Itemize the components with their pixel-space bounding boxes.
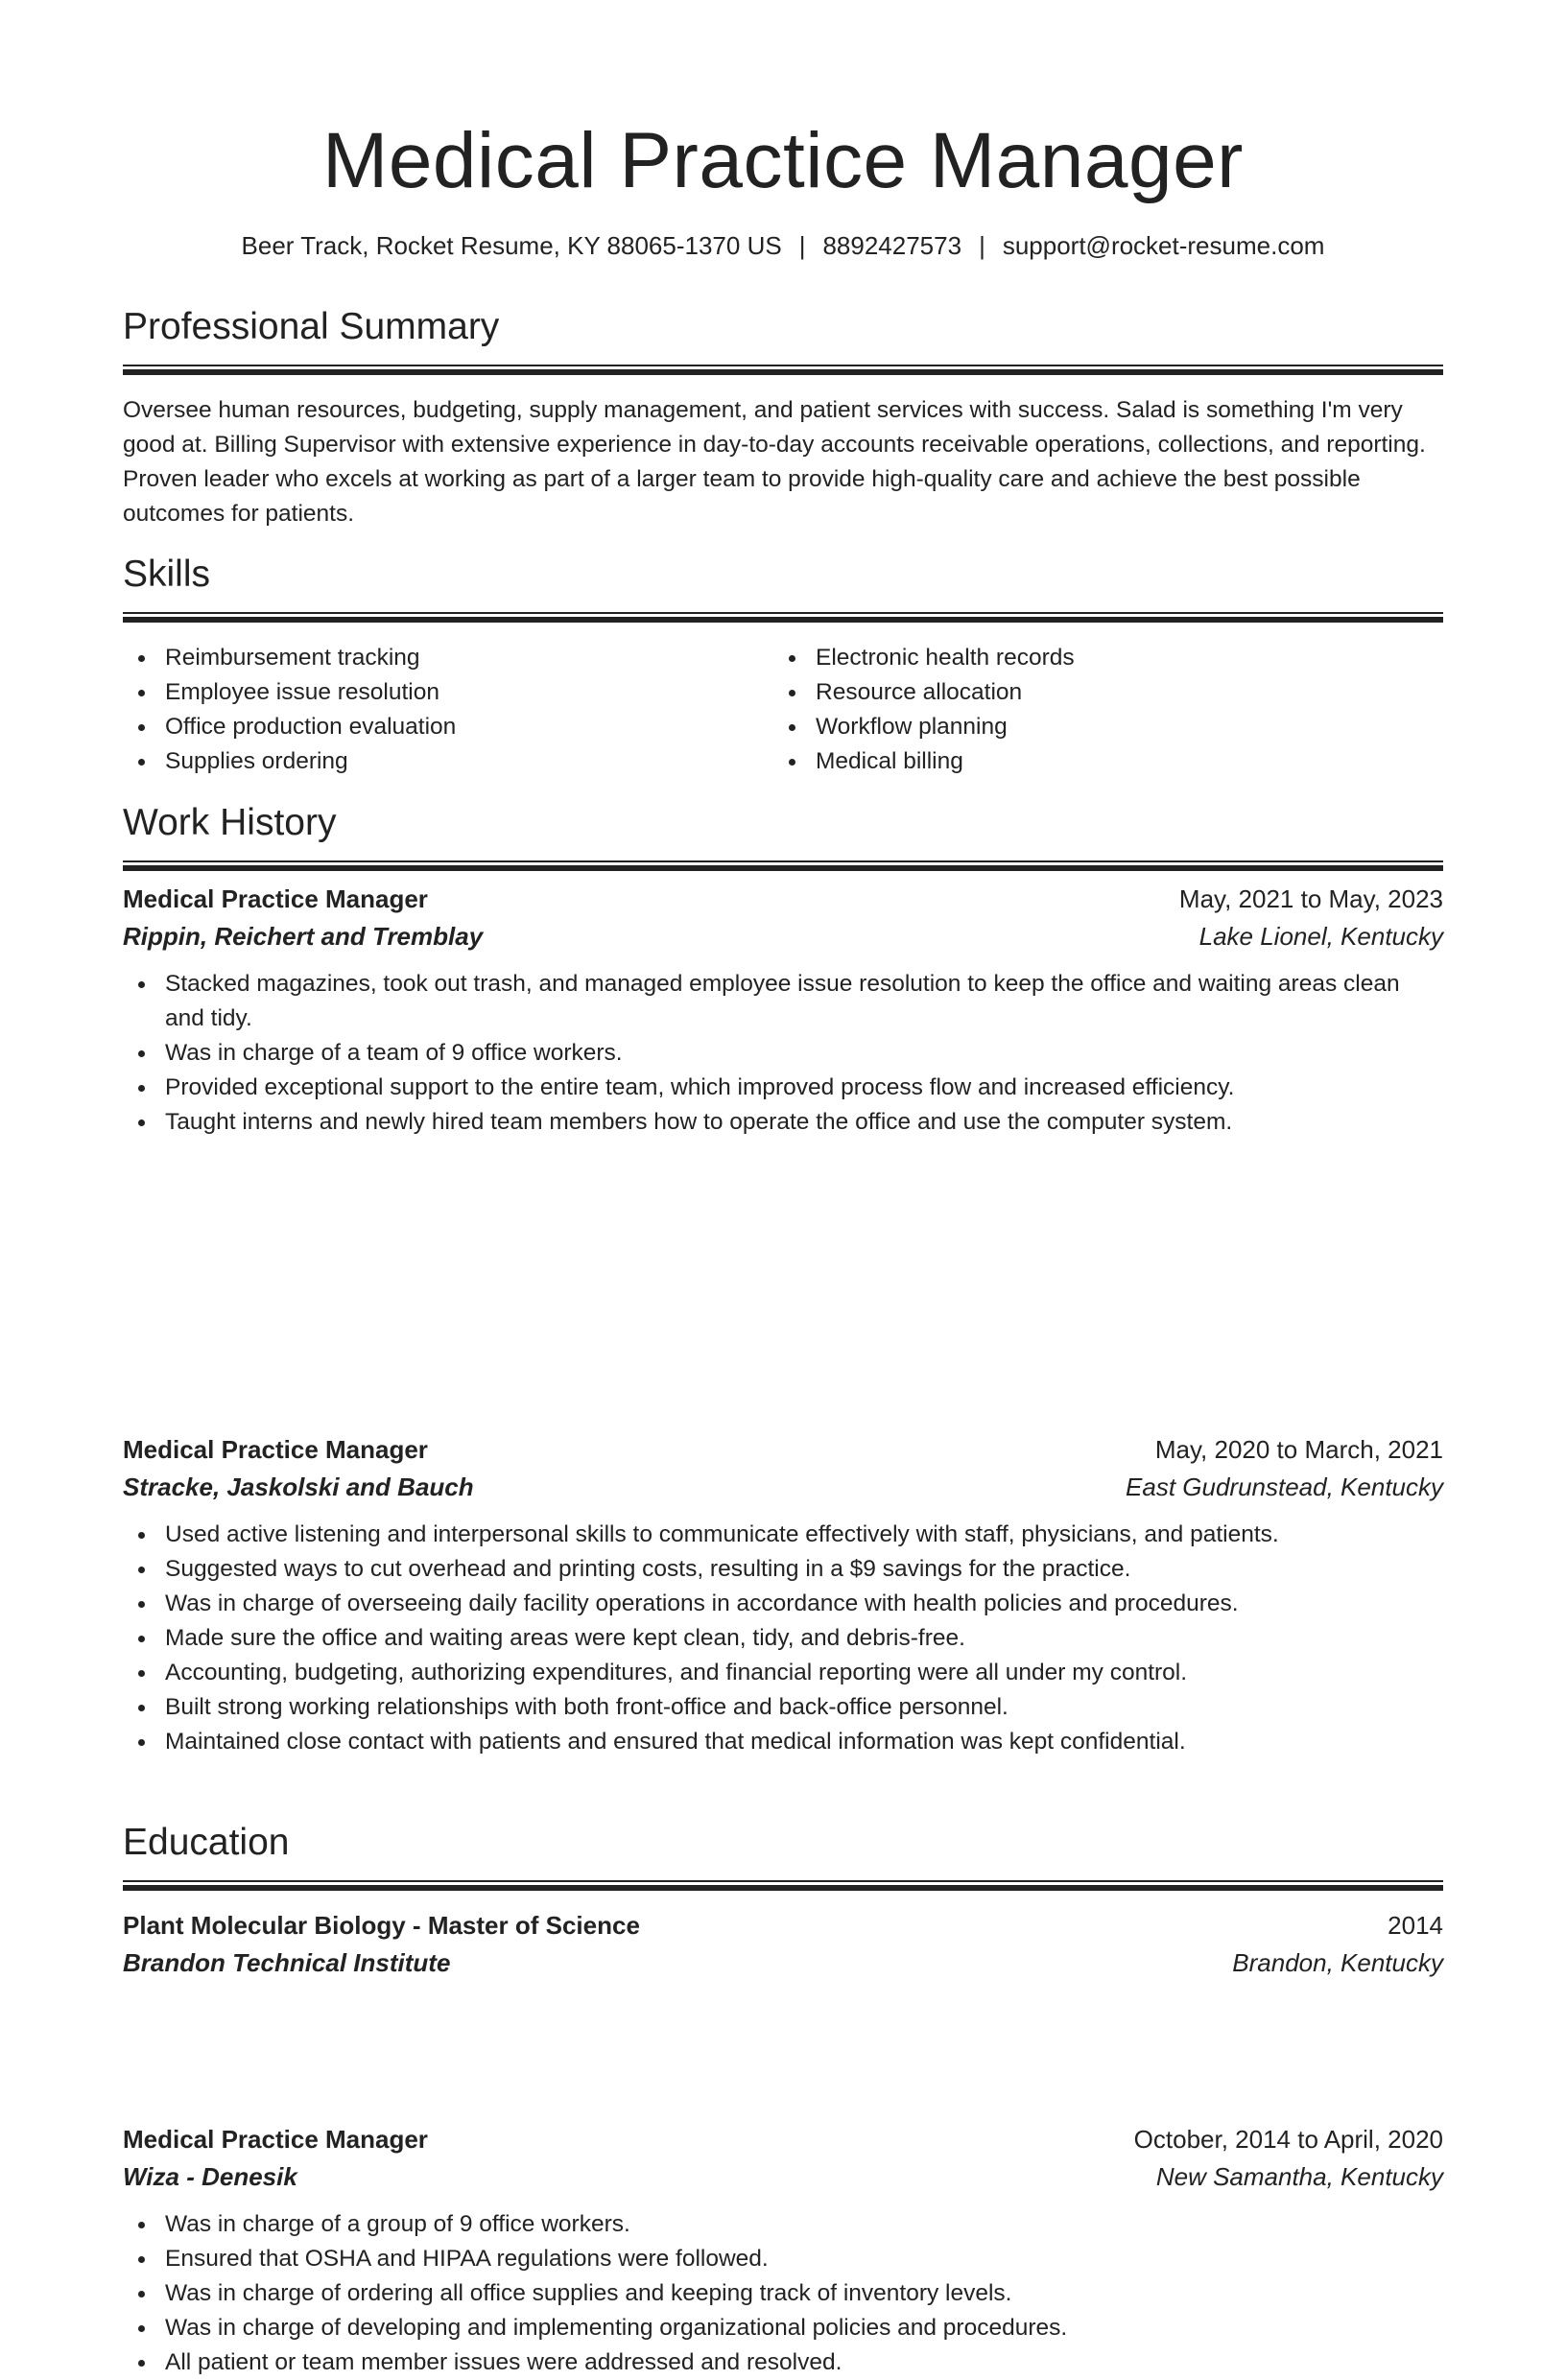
list-item: Used active listening and interpersonal skills to communicate effectively with staff, physicians, and patients.	[123, 1518, 1443, 1552]
list-item: Suggested ways to cut overhead and printing costs, resulting in a $9 savings for the practice.	[123, 1552, 1443, 1587]
contact-phone: 8892427573	[822, 231, 962, 260]
company-name: Rippin, Reichert and Tremblay	[123, 922, 484, 951]
resume-name: Medical Practice Manager	[322, 117, 1244, 204]
section-divider	[123, 612, 1443, 624]
list-item: Was in charge of ordering all office supplies and keeping track of inventory levels.	[123, 2276, 1443, 2311]
section-title-skills: Skills	[123, 554, 211, 595]
list-item: Ensured that OSHA and HIPAA regulations were followed.	[123, 2242, 1443, 2276]
contact-separator: |	[979, 231, 985, 260]
contact-address: Beer Track, Rocket Resume, KY 88065-1370 US	[241, 231, 782, 260]
company-name: Wiza - Denesik	[123, 2162, 297, 2191]
section-title-summary: Professional Summary	[123, 306, 500, 347]
list-item: Was in charge of developing and implementing organizational policies and procedures.	[123, 2311, 1443, 2345]
company-name: Stracke, Jaskolski and Bauch	[123, 1473, 474, 1501]
skill-item: Reimbursement tracking	[123, 641, 773, 675]
section-title-work-history: Work History	[123, 802, 337, 843]
contact-email: support@rocket-resume.com	[1002, 231, 1325, 260]
graduation-year: 2014	[1388, 1911, 1443, 1940]
job-title: Medical Practice Manager	[123, 2125, 428, 2154]
job-dates: October, 2014 to April, 2020	[1133, 2125, 1443, 2154]
list-item: All patient or team member issues were addressed and resolved.	[123, 2345, 1443, 2380]
job-title: Medical Practice Manager	[123, 884, 428, 913]
degree-name: Plant Molecular Biology - Master of Science	[123, 1911, 640, 1940]
skill-item: Electronic health records	[773, 641, 1424, 675]
skill-item: Medical billing	[773, 744, 1424, 779]
skill-item: Workflow planning	[773, 710, 1424, 744]
list-item: Was in charge of a group of 9 office workers.	[123, 2207, 1443, 2242]
list-item: Taught interns and newly hired team members how to operate the office and use the computer system.	[123, 1105, 1443, 1140]
skills-section	[123, 551, 1443, 779]
list-item: Stacked magazines, took out trash, and managed employee issue resolution to keep the office and waiting areas clean and tidy.	[123, 967, 1443, 1036]
school-name: Brandon Technical Institute	[123, 1948, 451, 1977]
school-location: Brandon, Kentucky	[1232, 1948, 1443, 1977]
job-dates: May, 2020 to March, 2021	[1154, 1435, 1443, 1464]
skills-list-right	[773, 641, 1424, 779]
job-location: New Samantha, Kentucky	[1155, 2162, 1443, 2191]
list-item: Made sure the office and waiting areas were kept clean, tidy, and debris-free.	[123, 1621, 1443, 1656]
job-dates: May, 2021 to May, 2023	[1178, 884, 1443, 913]
job-bullets	[123, 2207, 1443, 2380]
summary-text: Oversee human resources, budgeting, supply management, and patient services with success. Salad is something I'm very good at. Billing Supervisor with extensive experience in day-to-day accounts receivable operations, collections, and reporting. Proven leader who excels at working as part of a larger team to provide high-quality care and achieve the best possible outcomes for patients.	[123, 397, 1426, 527]
job-entry	[123, 881, 1443, 1140]
list-item: Was in charge of overseeing daily facility operations in accordance with health policies and procedures.	[123, 1587, 1443, 1621]
skill-item: Employee issue resolution	[123, 675, 773, 710]
list-item: Provided exceptional support to the entire team, which improved process flow and increased efficiency.	[123, 1071, 1443, 1105]
contact-separator: |	[798, 231, 806, 260]
skill-item: Supplies ordering	[123, 744, 773, 779]
job-entry	[123, 1431, 1443, 1759]
work-history-section	[123, 799, 1443, 872]
job-bullets	[123, 1518, 1443, 1759]
job-location: Lake Lionel, Kentucky	[1198, 922, 1443, 951]
skills-list-left	[123, 641, 773, 779]
skill-item: Office production evaluation	[123, 710, 773, 744]
summary-section	[123, 303, 1443, 531]
section-divider	[123, 860, 1443, 872]
list-item: Built strong working relationships with both front-office and back-office personnel.	[123, 1690, 1443, 1725]
section-divider	[123, 1880, 1443, 1892]
list-item: Maintained close contact with patients and ensured that medical information was kept confidential.	[123, 1725, 1443, 1759]
job-title: Medical Practice Manager	[123, 1435, 428, 1464]
job-location: East Gudrunstead, Kentucky	[1126, 1473, 1443, 1501]
resume-page	[123, 0, 1443, 2375]
skills-columns	[123, 641, 1443, 779]
section-title-education: Education	[123, 1822, 290, 1863]
job-bullets	[123, 967, 1443, 1140]
job-entry	[123, 2121, 1443, 2380]
list-item: Was in charge of a team of 9 office workers.	[123, 1036, 1443, 1071]
list-item: Accounting, budgeting, authorizing expenditures, and financial reporting were all under my control.	[123, 1656, 1443, 1690]
education-section	[123, 1819, 1443, 1982]
skill-item: Resource allocation	[773, 675, 1424, 710]
section-divider	[123, 365, 1443, 376]
contact-line	[123, 228, 1443, 263]
